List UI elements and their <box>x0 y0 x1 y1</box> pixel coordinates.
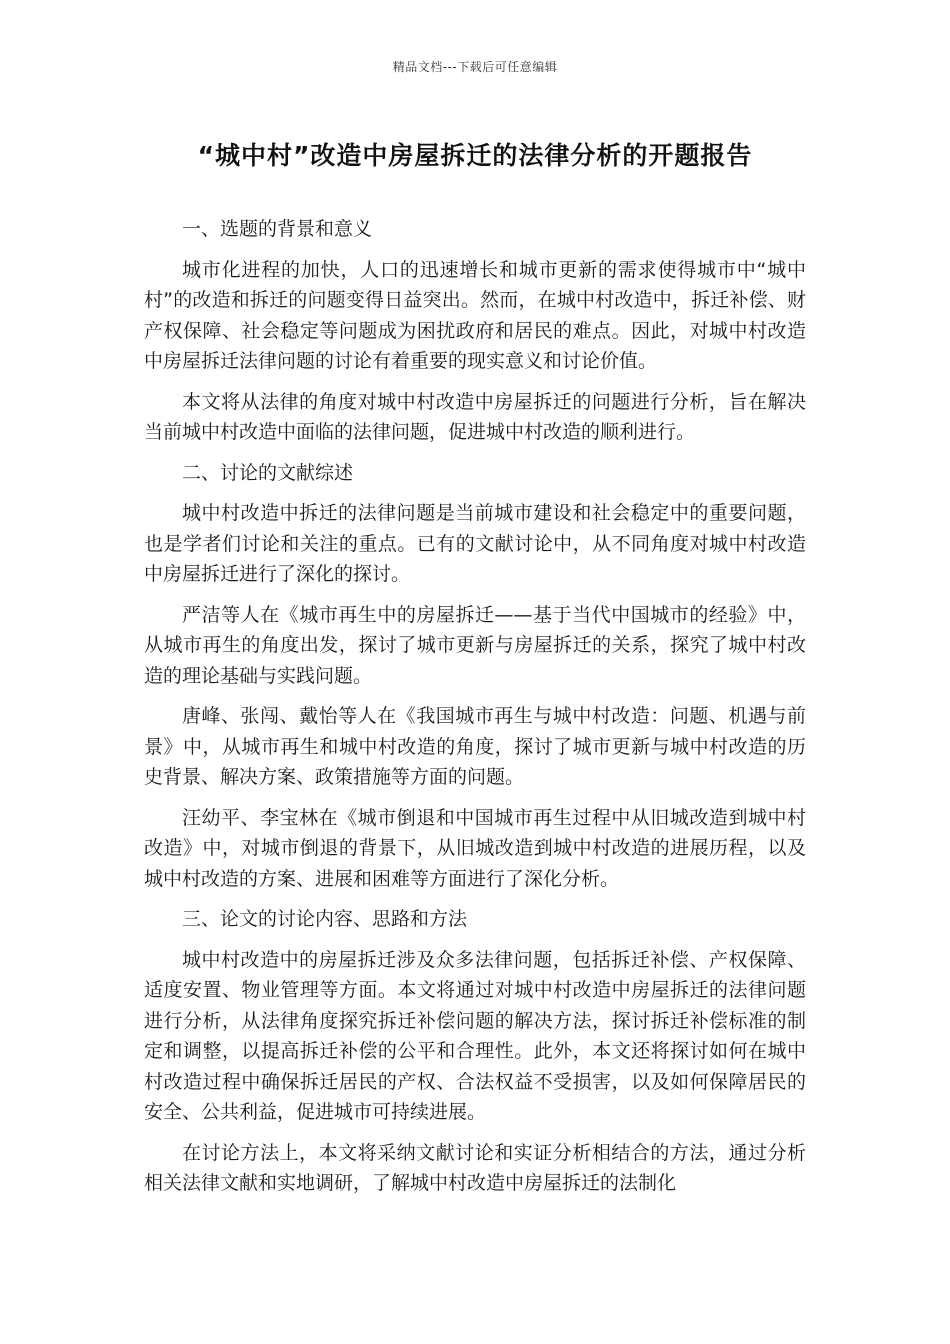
paragraph: 唐峰、张闯、戴怡等人在《我国城市再生与城中村改造：问题、机遇与前景》中，从城市再生和城中村改造的角度，探讨了城市更新与城中村改造的历史背景、解决方案、政策措施等方面的问题。 <box>144 705 806 788</box>
paragraph: 城市化进程的加快，人口的迅速增长和城市更新的需求使得城市中“城中村”的改造和拆迁的问题变得日益突出。然而，在城中村改造中，拆迁补偿、财产权保障、社会稳定等问题成为困扰政府和居民的难点。因此，对城中村改造中房屋拆迁法律问题的讨论有着重要的现实意义和讨论价值。 <box>144 258 806 372</box>
document-body <box>144 214 806 1209</box>
paragraph: 本文将从法律的角度对城中村改造中房屋拆迁的问题进行分析，旨在解决当前城中村改造中面临的法律问题，促进城中村改造的顺利进行。 <box>144 390 806 443</box>
paragraph: 在讨论方法上，本文将采纳文献讨论和实证分析相结合的方法，通过分析相关法律文献和实地调研，了解城中村改造中房屋拆迁的法制化 <box>144 1141 806 1194</box>
header-note: 精品文档---下载后可任意编辑 <box>392 60 558 74</box>
paragraph: 城中村改造中拆迁的法律问题是当前城市建设和社会稳定中的重要问题，也是学者们讨论和关注的重点。已有的文献讨论中，从不同角度对城中村改造中房屋拆迁进行了深化的探讨。 <box>144 502 806 585</box>
paragraph: 城中村改造中的房屋拆迁涉及众多法律问题，包括拆迁补偿、产权保障、适度安置、物业管理等方面。本文将通过对城中村改造中房屋拆迁的法律问题进行分析，从法律角度探究拆迁补偿问题的解决方法，探讨拆迁补偿标准的制定和调整，以提高拆迁补偿的公平和合理性。此外，本文还将探讨如何在城中村改造过程中确保拆迁居民的产权、合法权益不受损害，以及如何保障居民的安全、公共利益，促进城市可持续进展。 <box>144 948 806 1123</box>
section-heading-background: 一、选题的背景和意义 <box>182 218 373 240</box>
paragraph: 汪幼平、李宝林在《城市倒退和中国城市再生过程中从旧城改造到城中村改造》中，对城市倒退的背景下，从旧城改造到城中村改造的进展历程，以及城中村改造的方案、进展和困难等方面进行了深化分析。 <box>144 806 806 890</box>
section-heading-content-methods: 三、论文的讨论内容、思路和方法 <box>182 908 468 930</box>
paragraph: 严洁等人在《城市再生中的房屋拆迁——基于当代中国城市的经验》中，从城市再生的角度出发，探讨了城市更新与房屋拆迁的关系，探究了城中村改造的理论基础与实践问题。 <box>144 603 806 687</box>
section-heading-literature-review: 二、讨论的文献综述 <box>182 461 354 484</box>
document-title: “城中村”改造中房屋拆迁的法律分析的开题报告 <box>197 141 753 170</box>
